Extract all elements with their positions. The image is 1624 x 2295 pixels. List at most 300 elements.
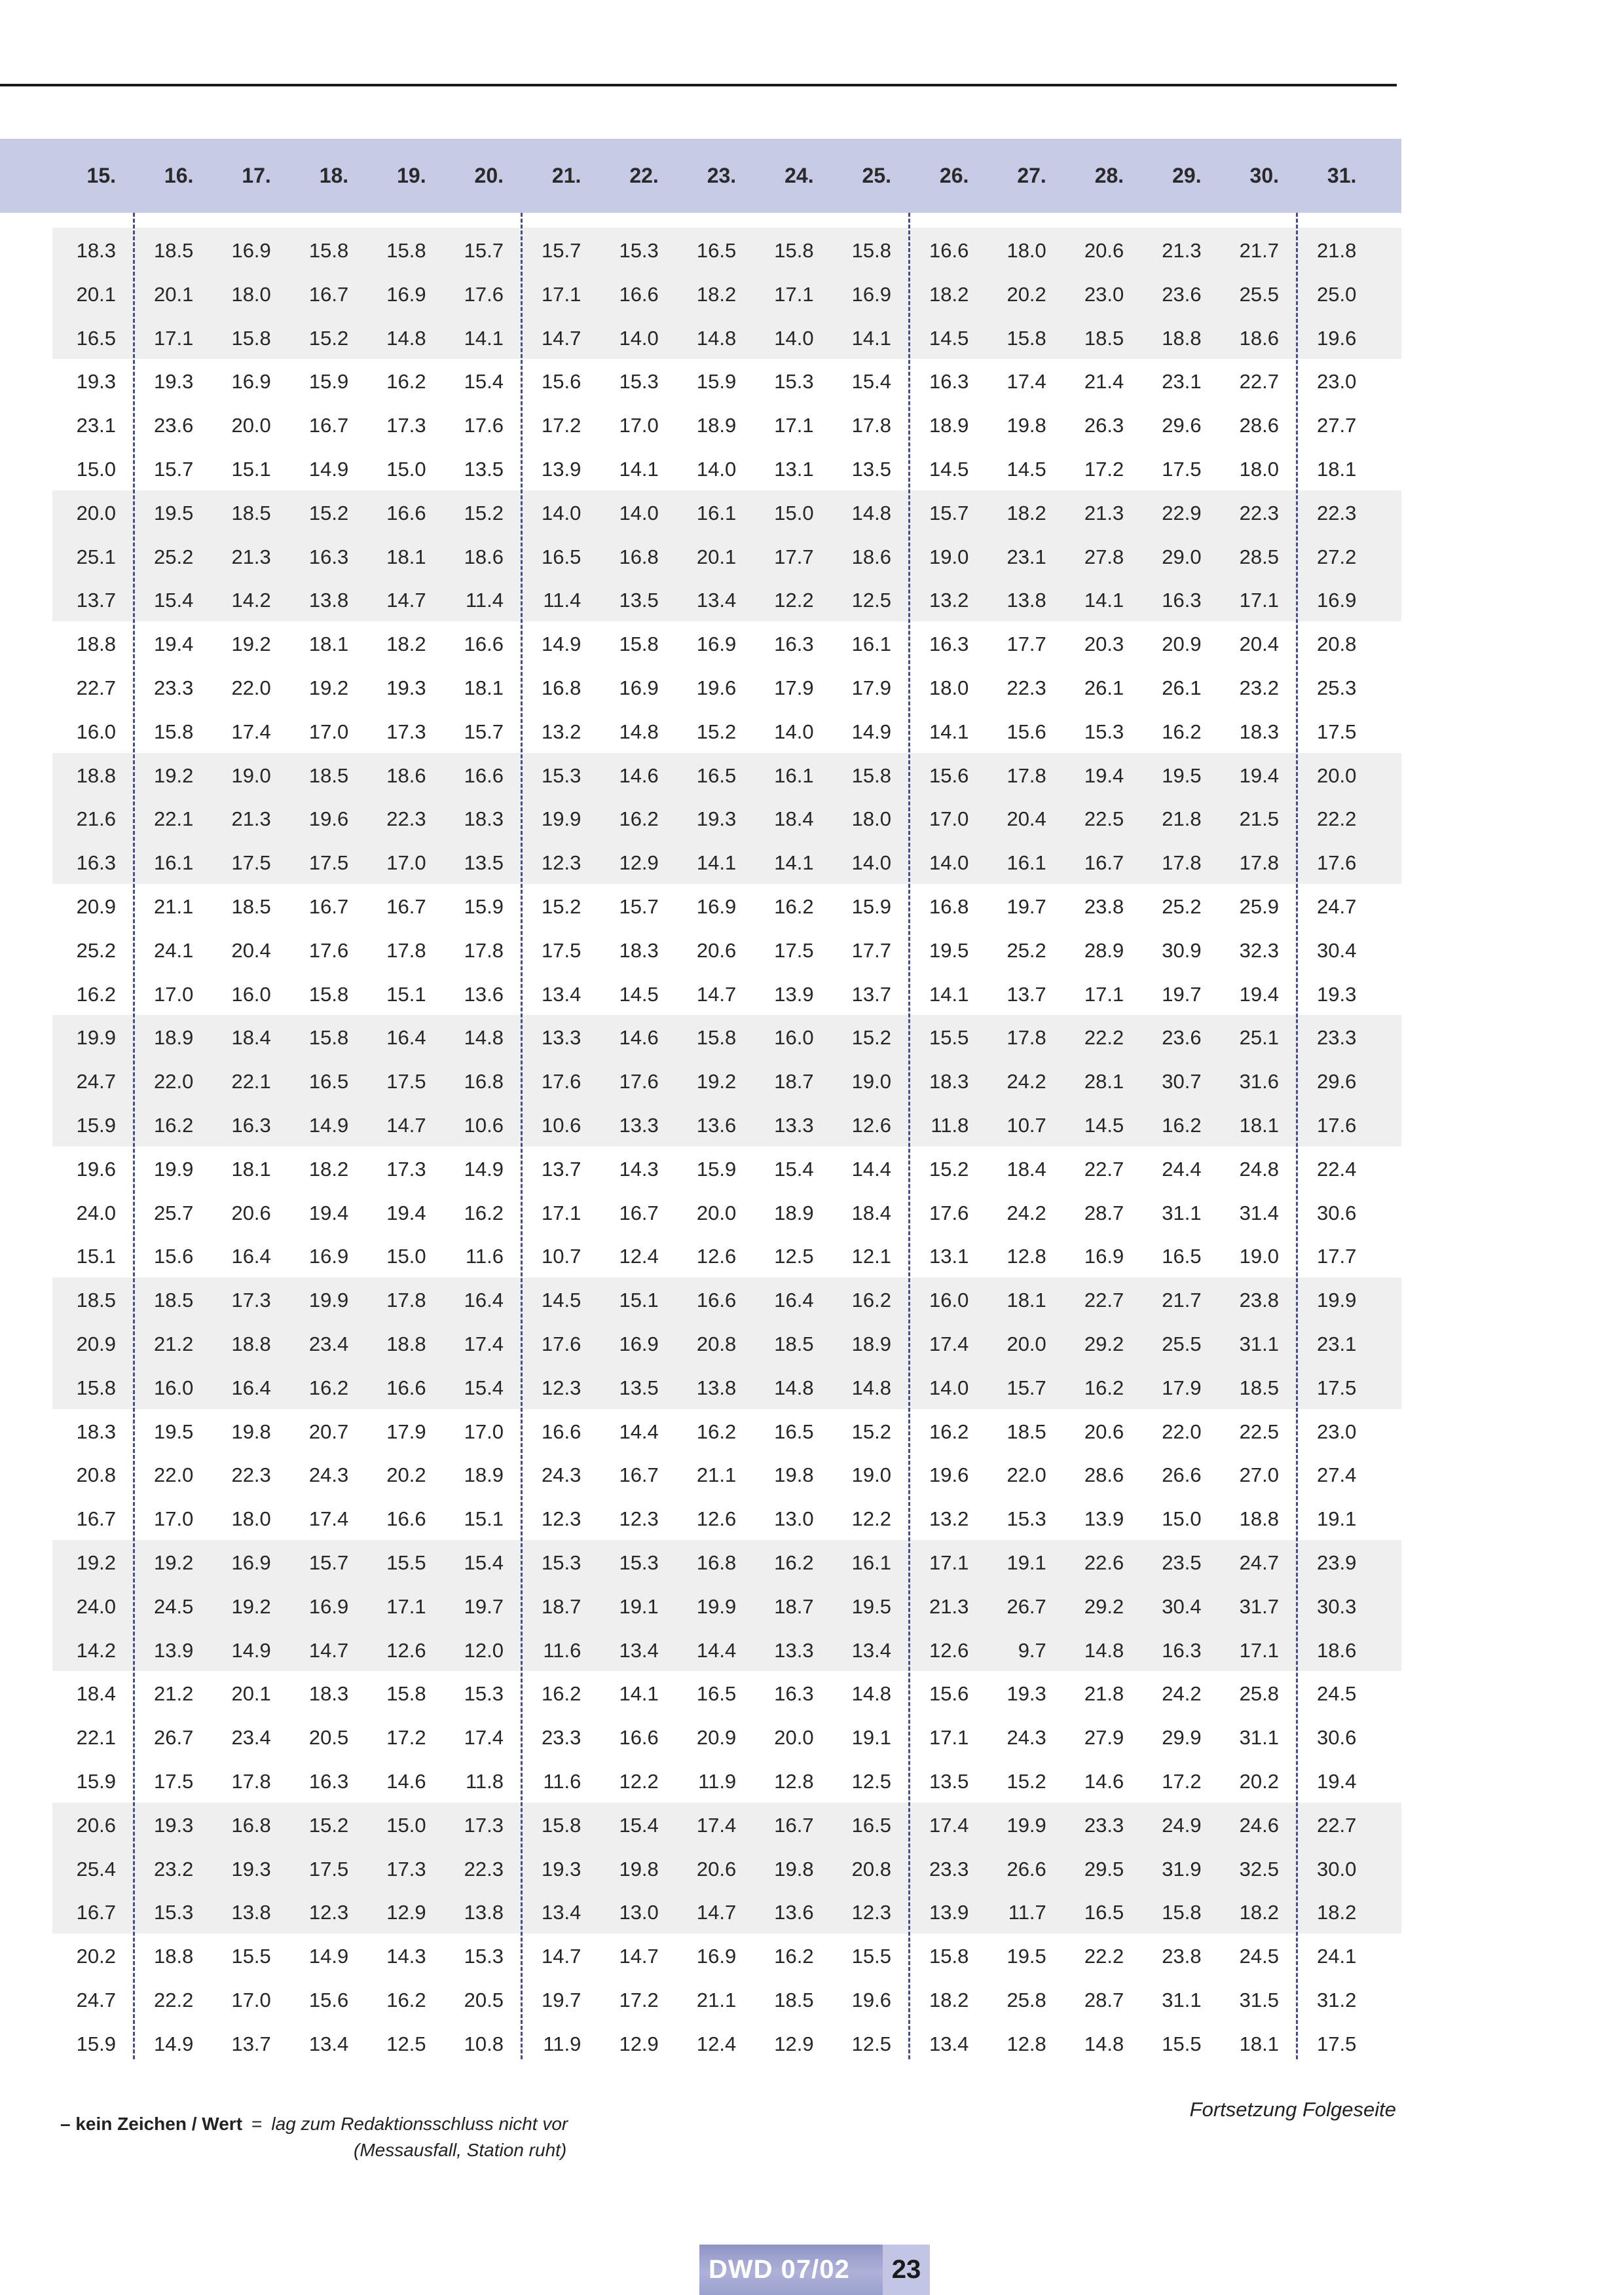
table-cell: 13.9 — [774, 982, 814, 1006]
table-cell: 31.1 — [1239, 1726, 1279, 1750]
table-cell: 16.2 — [308, 1376, 349, 1399]
table-cell: 15.3 — [619, 1551, 659, 1574]
table-cell: 20.6 — [696, 1857, 737, 1881]
table-cell: 19.6 — [851, 1989, 891, 2011]
table-cell: 17.5 — [542, 938, 581, 962]
table-cell: 12.6 — [386, 1638, 426, 1662]
table-cell: 16.1 — [851, 633, 891, 656]
table-cell: 16.2 — [1162, 1114, 1202, 1137]
table-cell: 16.2 — [619, 807, 659, 831]
table-cell: 12.9 — [619, 2032, 659, 2055]
table-cell: 15.7 — [619, 895, 659, 918]
table-cell: 17.9 — [1162, 1376, 1202, 1399]
table-cell: 15.4 — [154, 589, 194, 612]
table-cell: 15.0 — [1162, 1507, 1202, 1531]
table-cell: 17.4 — [696, 1813, 737, 1837]
table-cell: 18.3 — [619, 938, 659, 962]
table-cell: 14.8 — [774, 1376, 814, 1399]
table-cell: 15.5 — [851, 1945, 891, 1968]
table-cell: 12.8 — [1006, 1245, 1046, 1268]
table-cell: 22.0 — [231, 676, 271, 699]
table-cell: 24.0 — [76, 1594, 116, 1618]
table-cell: 16.6 — [386, 1507, 426, 1531]
table-cell: 23.6 — [1162, 1026, 1202, 1050]
table-cell: 10.6 — [464, 1114, 504, 1137]
table-cell: 15.1 — [464, 1507, 504, 1531]
table-cell: 16.9 — [231, 239, 271, 262]
table-cell: 16.7 — [308, 282, 349, 306]
table-cell: 16.8 — [464, 1070, 504, 1093]
table-cell: 16.1 — [851, 1551, 891, 1574]
table-cell: 15.8 — [1006, 326, 1046, 350]
table-cell: 23.0 — [1317, 370, 1357, 394]
table-cell: 12.9 — [619, 851, 659, 875]
table-cell: 25.1 — [1239, 1026, 1279, 1050]
table-cell: 16.2 — [774, 1945, 814, 1968]
table-cell: 19.3 — [154, 1813, 194, 1837]
table-cell: 16.1 — [154, 851, 194, 875]
table-cell: 24.8 — [1239, 1157, 1279, 1181]
table-cell: 17.5 — [774, 938, 814, 962]
table-cell: 16.2 — [696, 1420, 737, 1443]
table-cell: 14.9 — [464, 1157, 504, 1181]
table-cell: 22.3 — [1006, 676, 1046, 699]
page-badge — [699, 2245, 930, 2295]
table-cell: 23.3 — [929, 1857, 969, 1881]
table-cell: 16.5 — [696, 239, 737, 262]
table-cell: 18.0 — [231, 282, 271, 306]
table-cell: 15.3 — [1006, 1507, 1046, 1531]
table-cell: 25.9 — [1239, 895, 1279, 918]
table-cell: 21.5 — [1239, 807, 1279, 831]
table-cell: 19.5 — [851, 1594, 891, 1618]
header-day: 23. — [707, 164, 737, 187]
table-cell: 15.2 — [542, 895, 581, 918]
table-cell: 17.8 — [386, 1289, 426, 1312]
table-cell: 17.5 — [154, 1770, 194, 1793]
table-cell: 16.7 — [386, 895, 426, 918]
table-cell: 18.1 — [386, 545, 426, 568]
table-cell: 31.1 — [1239, 1332, 1279, 1355]
table-cell: 19.4 — [1084, 763, 1124, 787]
table-cell: 14.6 — [386, 1770, 426, 1793]
table-cell: 17.5 — [231, 851, 271, 875]
table-cell: 16.7 — [308, 895, 349, 918]
table-cell: 15.1 — [386, 982, 426, 1006]
table-cell: 19.2 — [154, 763, 194, 787]
table-cell: 15.2 — [851, 1026, 891, 1050]
table-cell: 17.1 — [774, 282, 814, 306]
table-cell: 22.0 — [154, 1463, 194, 1487]
table-cell: 18.4 — [1006, 1157, 1046, 1181]
table-cell: 19.6 — [308, 807, 349, 831]
table-cell: 22.2 — [1084, 1026, 1124, 1050]
table-cell: 24.2 — [1006, 1070, 1046, 1093]
table-cell: 14.4 — [851, 1157, 891, 1181]
table-cell: 15.3 — [154, 1901, 194, 1924]
continuation-note: Fortsetzung Folgeseite — [1189, 2098, 1396, 2121]
table-cell: 19.1 — [851, 1726, 891, 1750]
table-cell: 18.0 — [231, 1507, 271, 1531]
table-cell: 14.0 — [619, 326, 659, 350]
table-cell: 10.7 — [1006, 1114, 1046, 1137]
table-cell: 14.4 — [696, 1638, 737, 1662]
table-cell: 16.2 — [542, 1682, 581, 1706]
table-cell: 16.1 — [696, 501, 737, 524]
table-cell: 15.9 — [308, 370, 349, 394]
table-cell: 29.6 — [1317, 1070, 1357, 1093]
table-cell: 17.2 — [542, 414, 581, 437]
table-cell: 17.2 — [619, 1989, 659, 2011]
header-day: 24. — [784, 164, 814, 187]
table-cell: 23.8 — [1084, 895, 1124, 918]
table-cell: 19.6 — [1317, 326, 1357, 350]
table-cell: 15.9 — [851, 895, 891, 918]
header-day: 30. — [1249, 164, 1279, 187]
table-cell: 30.3 — [1317, 1594, 1357, 1618]
table-cell: 21.8 — [1084, 1682, 1124, 1706]
table-cell: 17.8 — [386, 938, 426, 962]
table-cell: 17.4 — [1006, 370, 1046, 394]
table-cell: 25.7 — [154, 1201, 194, 1224]
table-cell: 15.7 — [154, 458, 194, 481]
table-cell: 20.1 — [154, 282, 194, 306]
table-cell: 17.8 — [1006, 763, 1046, 787]
table-cell: 15.8 — [619, 633, 659, 656]
table-cell: 14.7 — [386, 589, 426, 612]
table-cell: 10.8 — [464, 2032, 504, 2055]
table-cell: 16.6 — [386, 501, 426, 524]
table-cell: 18.1 — [1239, 2032, 1279, 2055]
table-cell: 24.7 — [76, 1989, 116, 2011]
table-cell: 15.3 — [1084, 720, 1124, 743]
table-cell: 22.5 — [1239, 1420, 1279, 1443]
table-cell: 13.5 — [464, 458, 504, 481]
table-cell: 16.3 — [308, 545, 349, 568]
table-cell: 16.1 — [774, 763, 814, 787]
table-cell: 15.3 — [619, 239, 659, 262]
table-cell: 16.3 — [308, 1770, 349, 1793]
header-day: 28. — [1094, 164, 1124, 187]
table-cell: 13.4 — [542, 982, 581, 1006]
table-cell: 29.9 — [1162, 1726, 1202, 1750]
table-cell: 22.0 — [154, 1070, 194, 1093]
legend-equals: = — [251, 2114, 263, 2134]
table-cell: 19.0 — [929, 545, 969, 568]
table-cell: 17.6 — [1317, 851, 1357, 875]
table-cell: 14.1 — [464, 326, 504, 350]
table-cell: 21.7 — [1239, 239, 1279, 262]
table-cell: 15.2 — [308, 326, 349, 350]
table-cell: 9.7 — [1018, 1638, 1046, 1662]
legend-footnote — [60, 2114, 568, 2135]
table-cell: 21.8 — [1162, 807, 1202, 831]
table-cell: 19.2 — [231, 1594, 271, 1618]
table-cell: 14.8 — [696, 326, 737, 350]
table-cell: 25.2 — [76, 938, 116, 962]
table-cell: 24.0 — [76, 1201, 116, 1224]
table-cell: 15.3 — [464, 1682, 504, 1706]
table-cell: 17.9 — [386, 1420, 426, 1443]
page-number: 23 — [883, 2245, 930, 2295]
table-cell: 15.8 — [774, 239, 814, 262]
table-cell: 15.9 — [696, 1157, 737, 1181]
table-cell: 17.2 — [386, 1726, 426, 1750]
table-cell: 15.1 — [231, 458, 271, 481]
table-cell: 15.5 — [231, 1945, 271, 1968]
table-cell: 16.1 — [1006, 851, 1046, 875]
table-cell: 21.4 — [1084, 370, 1124, 394]
table-cell: 15.3 — [619, 370, 659, 394]
table-cell: 16.9 — [851, 282, 891, 306]
table-cell: 26.3 — [1084, 414, 1124, 437]
table-cell: 20.5 — [308, 1726, 349, 1750]
table-cell: 12.5 — [774, 1245, 814, 1268]
table-cell: 15.8 — [386, 1682, 426, 1706]
table-cell: 24.1 — [154, 938, 194, 962]
table-cell: 18.6 — [464, 545, 504, 568]
table-cell: 19.9 — [696, 1594, 737, 1618]
table-cell: 15.2 — [929, 1157, 969, 1181]
table-cell: 15.3 — [542, 1551, 581, 1574]
table-cell: 19.8 — [619, 1857, 659, 1881]
table-cell: 18.7 — [774, 1594, 814, 1618]
table-cell: 15.6 — [542, 370, 581, 394]
table-cell: 15.6 — [929, 1682, 969, 1706]
table-cell: 17.1 — [386, 1594, 426, 1618]
table-cell: 13.7 — [76, 589, 116, 612]
table-cell: 10.7 — [542, 1245, 581, 1268]
table-cell: 12.8 — [774, 1770, 814, 1793]
table-cell: 13.9 — [1084, 1507, 1124, 1531]
table-cell: 24.7 — [1317, 895, 1357, 918]
table-cell: 19.0 — [1239, 1245, 1279, 1268]
table-cell: 20.8 — [1317, 633, 1357, 656]
table-cell: 18.2 — [929, 1989, 969, 2011]
table-cell: 13.7 — [1006, 982, 1046, 1006]
table-cell: 15.2 — [696, 720, 737, 743]
table-cell: 19.7 — [464, 1594, 504, 1618]
table-cell: 15.0 — [386, 458, 426, 481]
table-cell: 15.8 — [851, 763, 891, 787]
table-cell: 15.0 — [386, 1245, 426, 1268]
table-cell: 13.2 — [929, 589, 969, 612]
table-cell: 17.9 — [774, 676, 814, 699]
table-cell: 17.0 — [154, 982, 194, 1006]
table-cell: 16.7 — [619, 1201, 659, 1224]
table-cell: 16.9 — [1084, 1245, 1124, 1268]
table-cell: 14.7 — [619, 1945, 659, 1968]
table-cell: 14.9 — [231, 1638, 271, 1662]
table-cell: 14.1 — [696, 851, 737, 875]
table-cell: 23.1 — [1317, 1332, 1357, 1355]
table-cell: 16.3 — [1162, 1638, 1202, 1662]
table-cell: 31.2 — [1317, 1989, 1357, 2011]
table-cell: 13.7 — [231, 2032, 271, 2055]
table-cell: 20.1 — [76, 282, 116, 306]
table-cell: 18.1 — [1239, 1114, 1279, 1137]
table-cell: 12.3 — [542, 1376, 581, 1399]
table-cell: 13.4 — [851, 1638, 891, 1662]
header-day: 16. — [164, 164, 194, 187]
table-cell: 13.7 — [542, 1157, 581, 1181]
table-cell: 14.8 — [851, 1376, 891, 1399]
table-cell: 17.8 — [231, 1770, 271, 1793]
table-cell: 16.3 — [774, 1682, 814, 1706]
table-cell: 18.3 — [929, 1070, 969, 1093]
table-cell: 18.5 — [76, 1289, 116, 1312]
table-cell: 24.6 — [1239, 1813, 1279, 1837]
table-cell: 14.9 — [542, 633, 581, 656]
table-cell: 17.8 — [464, 938, 504, 962]
header-day: 26. — [939, 164, 969, 187]
table-cell: 20.0 — [696, 1201, 737, 1224]
table-cell: 20.7 — [308, 1420, 349, 1443]
table-cell: 30.0 — [1317, 1857, 1357, 1881]
table-cell: 15.2 — [308, 501, 349, 524]
table-cell: 16.5 — [1162, 1245, 1202, 1268]
table-cell: 13.5 — [464, 851, 504, 875]
table-cell: 16.2 — [929, 1420, 969, 1443]
table-cell: 14.9 — [308, 1945, 349, 1968]
table-cell: 20.4 — [231, 938, 271, 962]
table-cell: 18.5 — [774, 1332, 814, 1355]
table-cell: 17.7 — [1317, 1245, 1357, 1268]
table-cell: 19.2 — [154, 1551, 194, 1574]
table-cell: 11.9 — [698, 1770, 737, 1793]
table-cell: 16.7 — [1084, 851, 1124, 875]
table-cell: 16.7 — [308, 414, 349, 437]
table-cell: 16.0 — [929, 1289, 969, 1312]
table-cell: 14.9 — [308, 1114, 349, 1137]
table-cell: 24.4 — [1162, 1157, 1202, 1181]
table-cell: 20.2 — [1006, 282, 1046, 306]
table-cell: 17.6 — [929, 1201, 969, 1224]
table-cell: 23.1 — [76, 414, 116, 437]
table-cell: 17.2 — [1084, 458, 1124, 481]
table-cell: 18.5 — [308, 763, 349, 787]
table-cell: 28.1 — [1084, 1070, 1124, 1093]
table-cell: 19.2 — [76, 1551, 116, 1574]
table-cell: 16.7 — [76, 1901, 116, 1924]
table-cell: 31.6 — [1239, 1070, 1279, 1093]
table-cell: 19.1 — [1317, 1507, 1357, 1531]
table-cell: 20.6 — [1084, 239, 1124, 262]
table-cell: 18.2 — [696, 282, 737, 306]
table-cell: 17.3 — [464, 1813, 504, 1837]
table-cell: 19.4 — [308, 1201, 349, 1224]
table-cell: 15.3 — [774, 370, 814, 394]
table-cell: 19.0 — [851, 1463, 891, 1487]
table-cell: 12.9 — [774, 2032, 814, 2055]
table-cell: 18.0 — [1239, 458, 1279, 481]
table-cell: 18.7 — [542, 1594, 581, 1618]
table-cell: 14.5 — [929, 326, 969, 350]
table-cell: 19.6 — [76, 1157, 116, 1181]
table-cell: 13.8 — [464, 1901, 504, 1924]
table-cell: 13.1 — [774, 458, 814, 481]
table-cell: 16.0 — [231, 982, 271, 1006]
table-cell: 16.5 — [774, 1420, 814, 1443]
table-cell: 19.9 — [542, 807, 581, 831]
table-cell: 18.2 — [929, 282, 969, 306]
table-cell: 14.9 — [851, 720, 891, 743]
table-cell: 20.6 — [1084, 1420, 1124, 1443]
table-cell: 14.1 — [851, 326, 891, 350]
table-cell: 25.0 — [1317, 282, 1357, 306]
table-cell: 19.3 — [231, 1857, 271, 1881]
table-cell: 15.7 — [929, 501, 969, 524]
table-cell: 15.4 — [464, 370, 504, 394]
table-cell: 14.5 — [1006, 458, 1046, 481]
header-day: 18. — [319, 164, 349, 187]
table-cell: 19.2 — [231, 633, 271, 656]
table-cell: 13.2 — [542, 720, 581, 743]
table-cell: 12.3 — [308, 1901, 349, 1924]
table-cell: 19.8 — [231, 1420, 271, 1443]
table-cell: 19.7 — [1162, 982, 1202, 1006]
table-cell: 23.0 — [1084, 282, 1124, 306]
table-cell: 27.8 — [1084, 545, 1124, 568]
table-cell: 16.8 — [929, 895, 969, 918]
table-cell: 24.7 — [1239, 1551, 1279, 1574]
header-day: 29. — [1172, 164, 1202, 187]
table-cell: 16.5 — [308, 1070, 349, 1093]
table-cell: 21.1 — [696, 1463, 737, 1487]
table-cell: 22.3 — [1239, 501, 1279, 524]
table-cell: 13.6 — [696, 1114, 737, 1137]
table-cell: 14.0 — [851, 851, 891, 875]
table-cell: 13.5 — [619, 589, 659, 612]
table-cell: 14.2 — [231, 589, 271, 612]
table-cell: 24.5 — [154, 1594, 194, 1618]
table-cell: 13.4 — [929, 2032, 969, 2055]
table-cell: 17.5 — [386, 1070, 426, 1093]
table-cell: 22.1 — [154, 807, 194, 831]
table-cell: 15.5 — [1162, 2032, 1202, 2055]
table-cell: 14.5 — [619, 982, 659, 1006]
table-cell: 17.3 — [386, 1857, 426, 1881]
table-cell: 13.4 — [542, 1901, 581, 1924]
table-cell: 13.9 — [542, 458, 581, 481]
table-cell: 14.8 — [386, 326, 426, 350]
table-cell: 18.5 — [774, 1989, 814, 2011]
table-cell: 26.1 — [1084, 676, 1124, 699]
table-cell: 30.9 — [1162, 938, 1202, 962]
table-cell: 15.9 — [76, 2032, 116, 2055]
table-cell: 20.0 — [231, 414, 271, 437]
table-cell: 27.2 — [1317, 545, 1357, 568]
table-cell: 18.5 — [1239, 1376, 1279, 1399]
table-cell: 19.6 — [929, 1463, 969, 1487]
table-cell: 15.7 — [542, 239, 581, 262]
table-cell: 19.9 — [308, 1289, 349, 1312]
table-cell: 12.1 — [851, 1245, 891, 1268]
table-cell: 14.1 — [929, 720, 969, 743]
table-cell: 31.5 — [1239, 1989, 1279, 2011]
table-cell: 12.3 — [619, 1507, 659, 1531]
table-cell: 19.1 — [619, 1594, 659, 1618]
table-cell: 14.8 — [619, 720, 659, 743]
table-cell: 15.2 — [851, 1420, 891, 1443]
table-cell: 15.7 — [308, 1551, 349, 1574]
table-cell: 21.1 — [696, 1989, 737, 2011]
table-cell: 16.3 — [929, 370, 969, 394]
table-cell: 12.4 — [696, 2032, 737, 2055]
table-cell: 25.8 — [1006, 1989, 1046, 2011]
table-cell: 11.4 — [465, 589, 504, 612]
table-cell: 19.4 — [1239, 982, 1279, 1006]
